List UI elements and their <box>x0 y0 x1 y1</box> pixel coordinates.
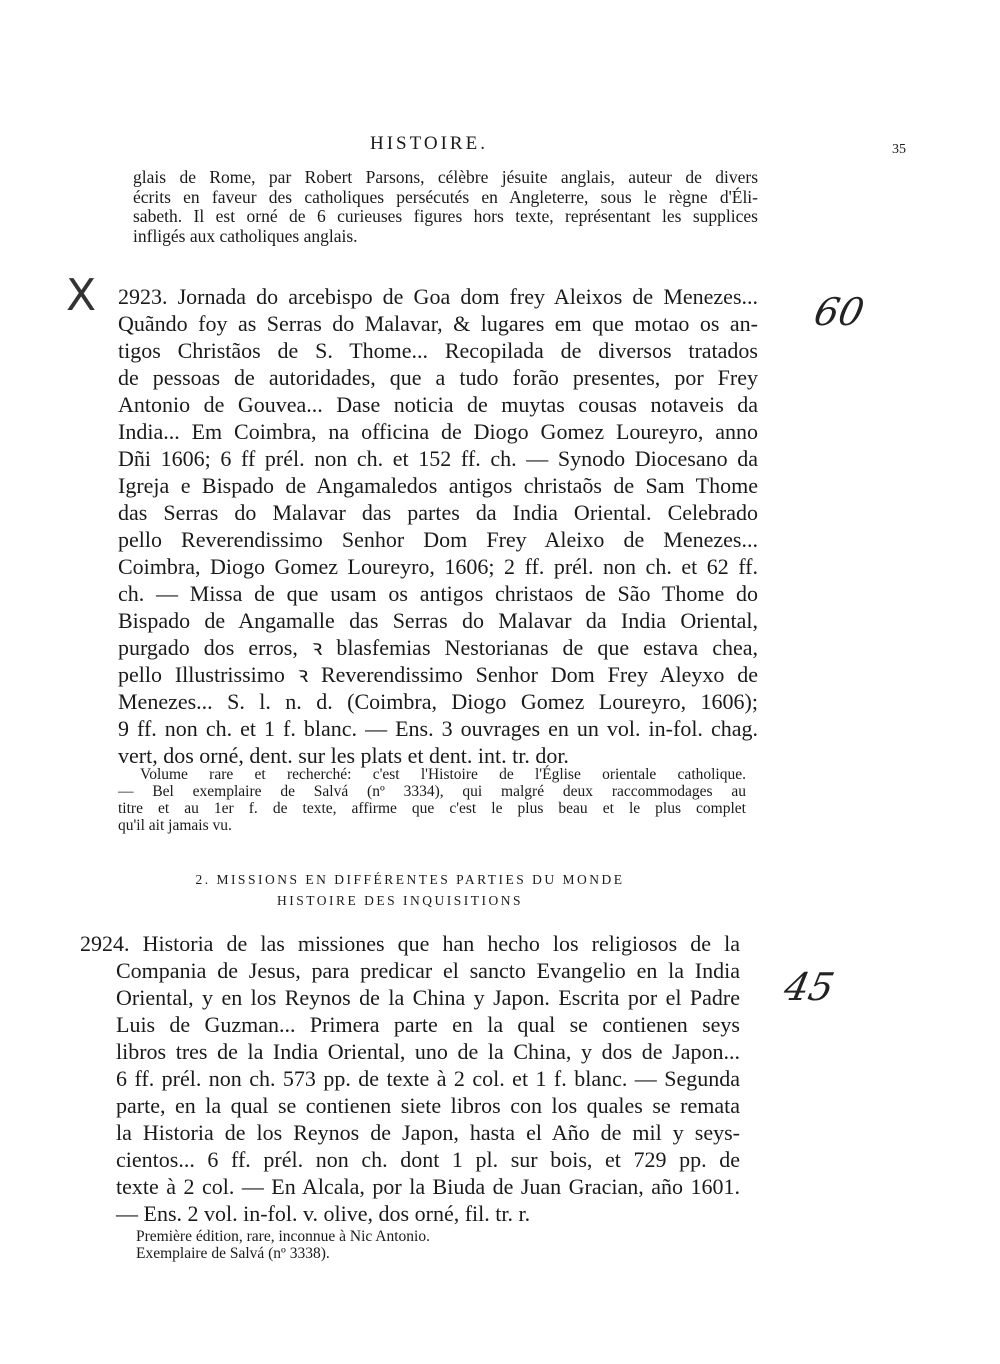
entry-line: purgado dos erros, ꝛ blasfemias Nestorianas de que estava chea, <box>118 635 758 660</box>
entry-line: de pessoas de autoridades, que a tudo forão presentes, por Frey <box>118 365 758 390</box>
entry-line: Luis de Guzman... Primera parte en la qual se contienen seys <box>116 1012 740 1037</box>
entry-line: pello Illustrissimo ꝛ Reverendissimo Senhor Dom Frey Aleyxo de <box>118 662 758 687</box>
intro-line: sabeth. Il est orné de 6 curieuses figures hors texte, représentant les supplices <box>133 206 758 226</box>
entry-line: Compania de Jesus, para predicar el sancto Evangelio en la India <box>116 958 740 983</box>
page-number: 35 <box>892 142 906 157</box>
entry-2923 <box>118 283 758 769</box>
entry-line: Coimbra, Diogo Gomez Loureyro, 1606; 2 ff. prél. non ch. et 62 ff. <box>118 554 758 579</box>
entry-line: parte, en la qual se contienen siete libros con los quales se remata <box>116 1093 740 1118</box>
entry-2924-notes <box>136 1228 556 1262</box>
note-line: Exemplaire de Salvá (nº 3338). <box>136 1245 330 1262</box>
entry-line: das Serras do Malavar das partes da India Oriental. Celebrado <box>118 500 758 525</box>
entry-line: ch. — Missa de que usam os antigos christaos de São Thome do <box>118 581 758 606</box>
entry-line: 2924. Historia de las missiones que han hecho los religiosos de la <box>80 931 740 956</box>
entry-line: 9 ff. non ch. et 1 f. blanc. — Ens. 3 ouvrages en un vol. in-fol. chag. <box>118 716 758 741</box>
entry-line: Bispado de Angamalle das Serras do Malavar da India Oriental, <box>118 608 758 633</box>
entry-line: tigos Christãos de S. Thome... Recopilada de diversos tratados <box>118 338 758 363</box>
note-line: — Bel exemplaire de Salvá (nº 3334), qui malgré deux raccommodages au <box>118 783 746 800</box>
entry-line: pello Reverendissimo Senhor Dom Frey Aleixo de Menezes... <box>118 527 758 552</box>
note-line: qu'il ait jamais vu. <box>118 817 232 834</box>
section-title-line2: HISTOIRE DES INQUISITIONS <box>277 893 523 908</box>
note-line: titre et au 1er f. de texte, affirme que c'est le plus beau et le plus complet <box>118 800 746 817</box>
note-line: Volume rare et recherché: c'est l'Histoire de l'Église orientale catholique. <box>140 766 746 783</box>
margin-x-mark: X <box>66 270 97 321</box>
intro-line: glais de Rome, par Robert Parsons, célèbre jésuite anglais, auteur de divers <box>133 167 758 187</box>
running-head: HISTOIRE. <box>370 133 488 154</box>
entry-line: — Ens. 2 vol. in-fol. v. olive, dos orné, fil. tr. r. <box>116 1201 531 1226</box>
entry-line: Oriental, y en los Reynos de la China y Japon. Escrita por el Padre <box>116 985 740 1010</box>
entry-line: cientos... 6 ff. prél. non ch. dont 1 pl. sur bois, et 729 pp. de <box>116 1147 740 1172</box>
entry-line: Igreja e Bispado de Angamaledos antigos christaõs de Sam Thome <box>118 473 758 498</box>
entry-line: texte à 2 col. — En Alcala, por la Biuda de Juan Gracian, año 1601. <box>116 1174 740 1199</box>
entry-line: India... Em Coimbra, na officina de Diogo Gomez Loureyro, anno <box>118 419 758 444</box>
intro-line: infligés aux catholiques anglais. <box>133 225 358 246</box>
entry-line: libros tres de la India Oriental, uno de la China, y dos de Japon... <box>116 1039 740 1064</box>
entry-line: la Historia de los Reynos de Japon, hasta el Año de mil y seys- <box>116 1120 740 1145</box>
intro-paragraph <box>133 168 758 246</box>
entry-line: Menezes... S. l. n. d. (Coimbra, Diogo Gomez Loureyro, 1606); <box>118 689 758 714</box>
note-line: Première édition, rare, inconnue à Nic Antonio. <box>136 1228 430 1245</box>
entry-2924 <box>80 930 740 1227</box>
margin-price-2923: 60 <box>810 290 869 334</box>
section-title-line1: 2. MISSIONS EN DIFFÉRENTES PARTIES DU MONDE <box>195 872 625 887</box>
entry-line: Dñi 1606; 6 ff prél. non ch. et 152 ff. ch. — Synodo Diocesano da <box>118 446 758 471</box>
entry-line: vert, dos orné, dent. sur les plats et dent. int. tr. dor. <box>118 743 569 768</box>
margin-price-2924: 45 <box>780 965 839 1009</box>
entry-line: 6 ff. prél. non ch. 573 pp. de texte à 2 col. et 1 f. blanc. — Segunda <box>116 1066 740 1091</box>
entry-line: 2923. Jornada do arcebispo de Goa dom frey Aleixos de Menezes... <box>118 284 758 309</box>
entry-line: Antonio de Gouvea... Dase noticia de muytas cousas notaveis da <box>118 392 758 417</box>
intro-line: écrits en faveur des catholiques persécutés en Angleterre, sous le règne d'Éli- <box>133 186 758 207</box>
entry-line: Quãndo foy as Serras do Malavar, & lugares em que motao os an- <box>118 311 758 336</box>
entry-2923-notes <box>118 766 746 834</box>
